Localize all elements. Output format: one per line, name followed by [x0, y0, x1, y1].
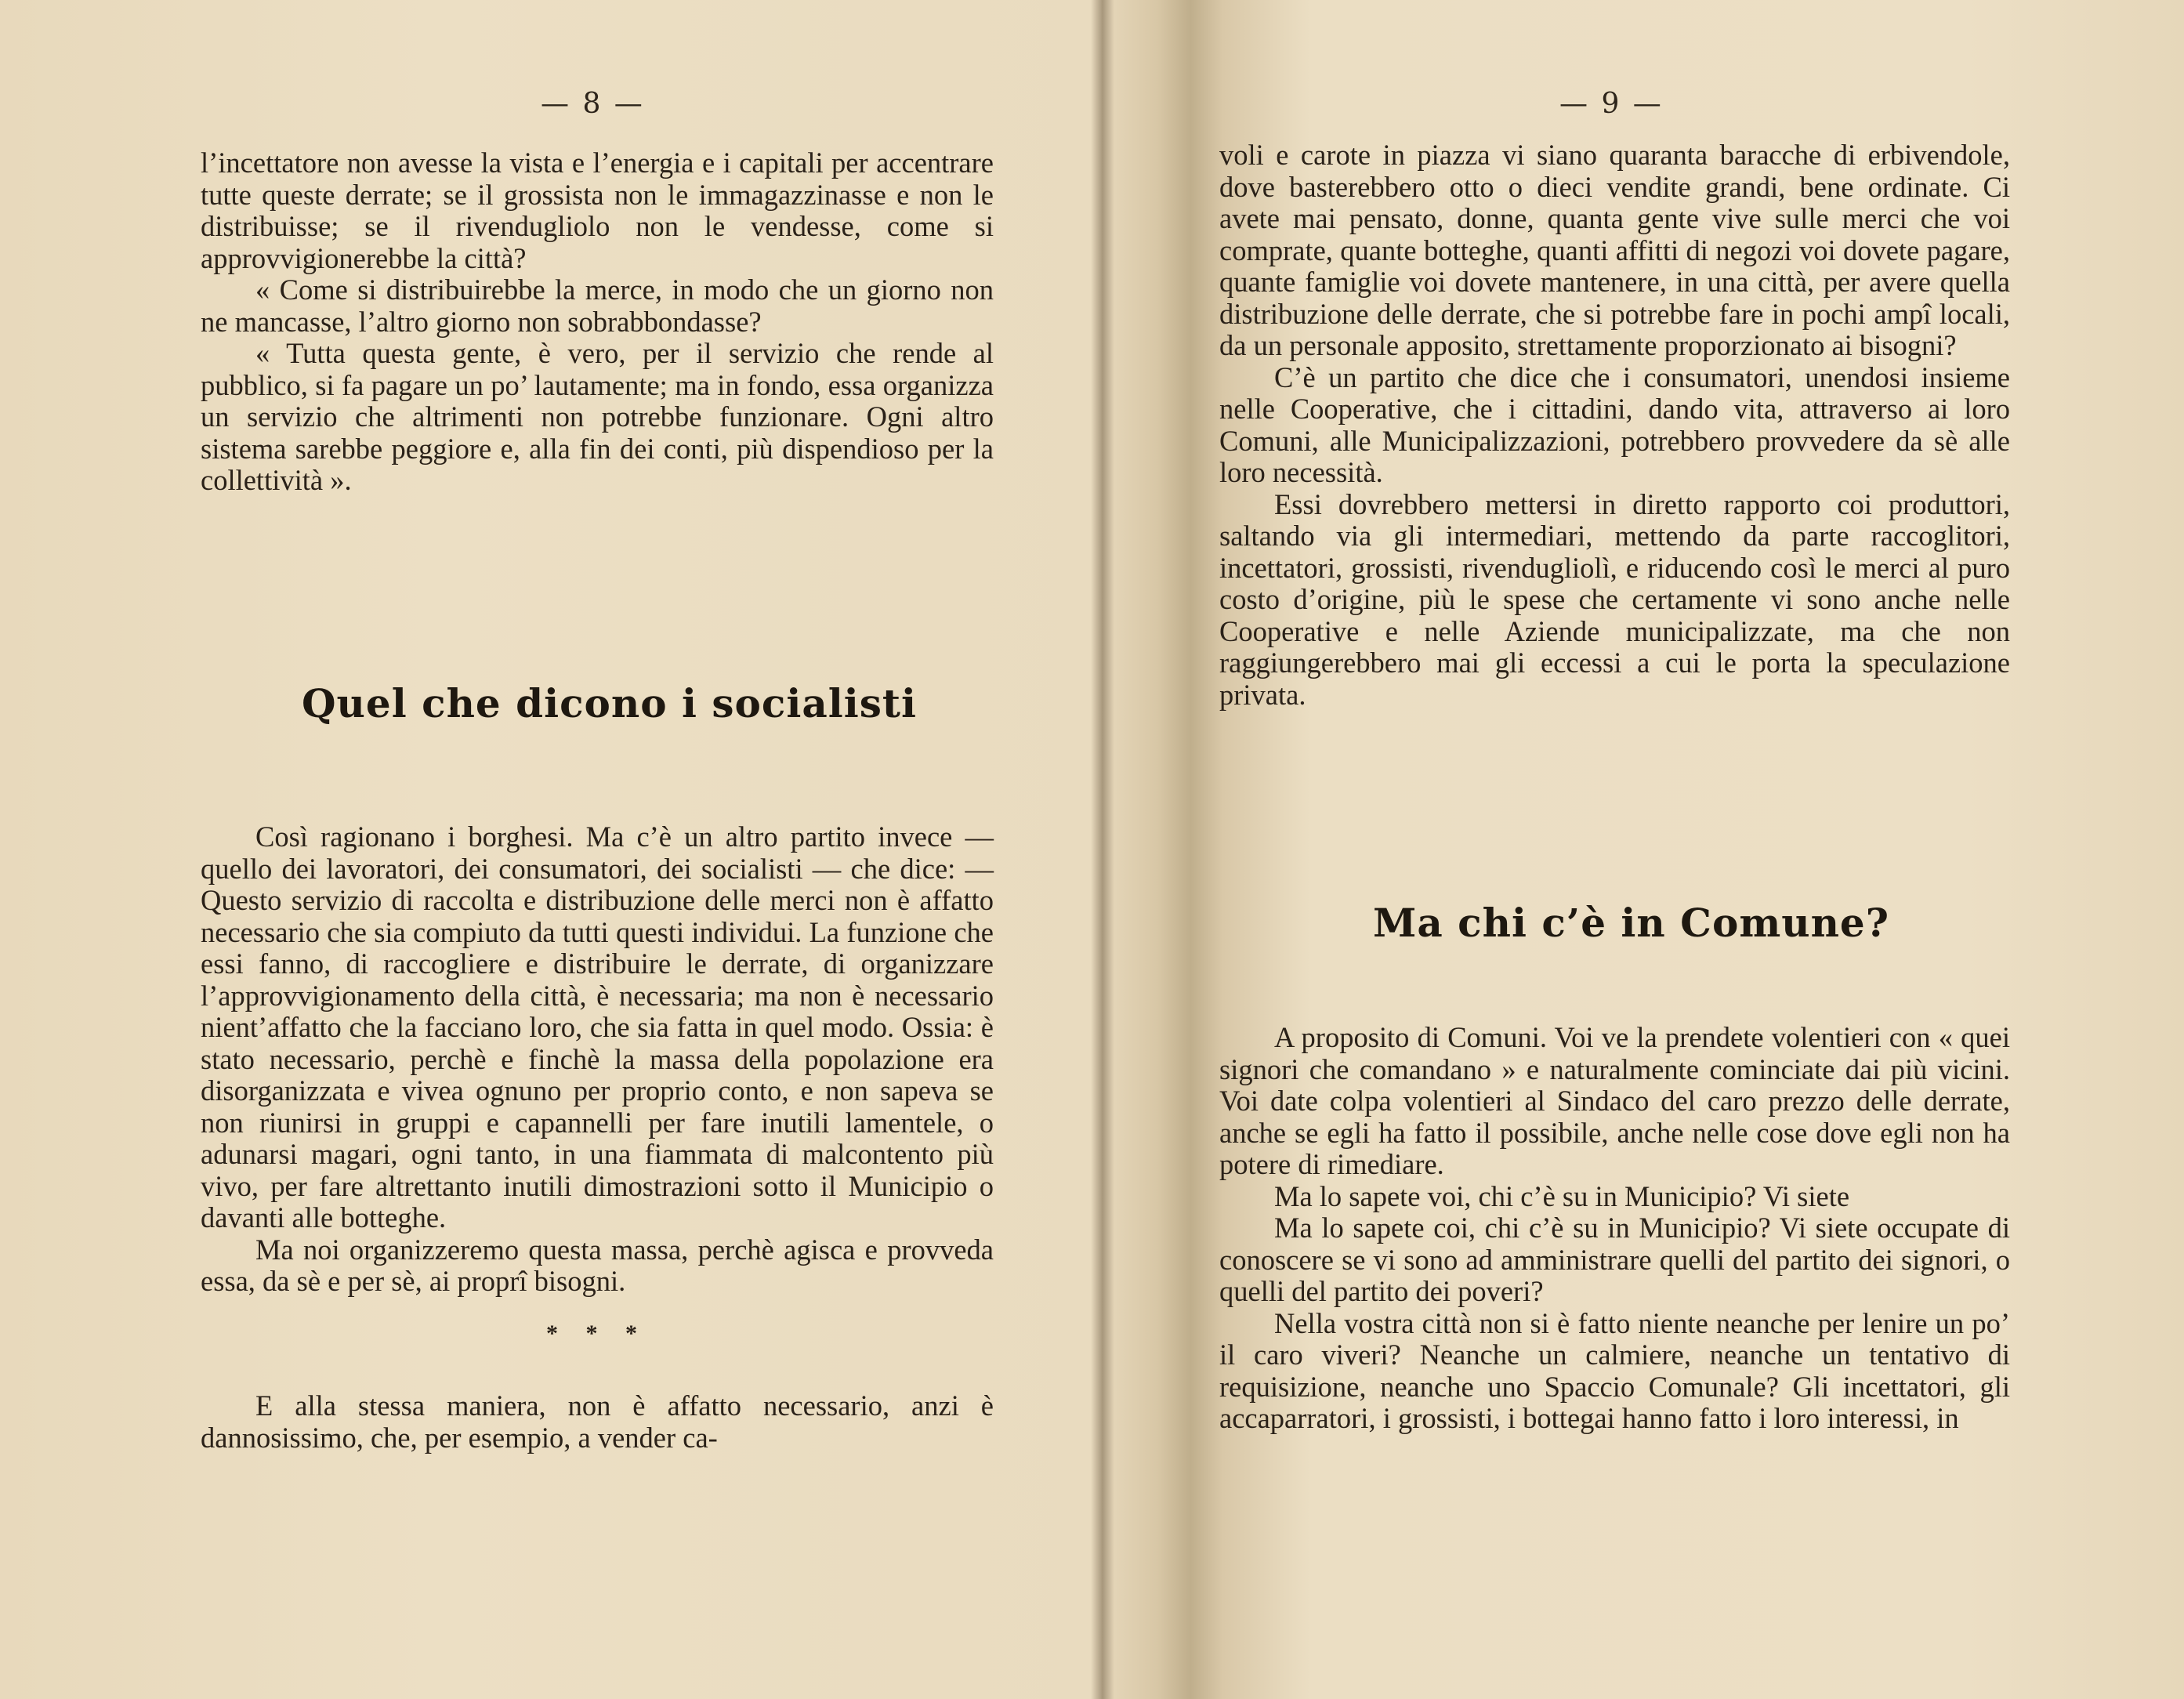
paragraph: Essi dovrebbero mettersi in diretto rapporto coi produttori, saltando via gli intermediari, mettendo da parte raccoglitori, incettatori, grossisti, rivendugliolì, e riducendo così le merci al puro costo d’origine, più le spese che certamente vi sono anche nelle Cooperative e nelle Aziende municipalizzate, ma che non raggiungerebbero mai gli eccessi a cui le porta la speculazione privata. [1219, 487, 2010, 711]
paragraph: voli e carote in piazza vi siano quaranta baracche di erbivendole, dove basterebbero otto o dieci vendite grandi, bene ordinate. Ci avete mai pensato, donne, quanta gente vive sulle merci che voi comprate, quante botteghe, quanti affitti di negozi voi dovete pagare, quante famiglie voi dovete mantenere, in una città, per avere quella distribuzione delle derrate, che si potrebbe fare in pochi ampî locali, da un personale apposito, strettamente proporzionato ai bisogni? [1219, 139, 2010, 361]
paragraph: « Tutta questa gente, è vero, per il servizio che rende al pubblico, si fa pagare un po’ lautamente; ma in fondo, essa organizza un servizio che altrimenti non potrebbe funzionare. Ogni altro sistema sarebbe peggiore e, alla fin dei conti, più dispendioso per la collettività ». [201, 337, 994, 496]
section-heading: Quel che dicono i socialisti [302, 680, 917, 726]
section-separator: * * * [546, 1320, 648, 1346]
paragraph: Ma lo sapete coi, chi c’è su in Municipio? Vi siete occupate di conoscere se vi sono ad amministrare quelli del partito dei signori, o quelli del partito dei poveri? [1219, 1212, 2010, 1307]
paragraph: Nella vostra città non si è fatto niente neanche per lenire un po’ il caro viveri? Neanche un calmiere, neanche un tentativo di requisizione, neanche uno Spaccio Comunale? Gli incettatori, gli accaparratori, i grossisti, i bottegai hanno fatto i loro interessi, in [1219, 1306, 2010, 1434]
text-block [201, 147, 994, 497]
section-heading: Ma chi c’è in Comune? [1373, 900, 1890, 946]
paragraph: E alla stessa maniera, non è affatto necessario, anzi è dannosissimo, che, per esempio, a vender ca- [201, 1389, 994, 1454]
paragraph: Ma noi organizzeremo questa massa, perchè agisca e provveda essa, da sè e per sè, ai proprî bisogni. [201, 1233, 994, 1297]
paragraph: C’è un partito che dice che i consumatori, unendosi insieme nelle Cooperative, che i cittadini, dando vita, attraverso ai loro Comuni, alle Municipalizzazioni, potrebbero provvedere da sè alle loro necessità. [1219, 360, 2010, 488]
text-block [1219, 139, 2010, 711]
paragraph: l’incettatore non avesse la vista e l’energia e i capitali per accentrare tutte queste derrate; se il grossista non le immagazzinasse e non le distribuisse; se il rivendugliolo non le vendesse, come si approvvigionerebbe la città? [201, 147, 994, 274]
page-number: — 9 — [1559, 88, 1664, 120]
paragraph: Così ragionano i borghesi. Ma c’è un altro partito invece — quello dei lavoratori, dei consumatori, dei socialisti — che dice: — Questo servizio di raccolta e distribuzione delle merci non è affatto necessario che sia compiuto da tutti questi individui. La funzione che essi fanno, di raccogliere e distribuire le derrate, di organizzare l’approvvigionamento della città, è necessaria; ma non è necessario nient’affatto che la facciano loro, che sia fatta in quel modo. Ossia: è stato necessario, perchè e finchè la massa della popolazione era disorganizzata e vivea ognuno per proprio conto, e non sapeva se non riunirsi in gruppi e capannelli per fare inutili lamentele, o adunarsi magari, ogni tanto, in una fiammata di malcontento più vivo, per fare altrettanto inutili dimostrazioni sotto il Municipio o davanti alle botteghe. [201, 821, 994, 1233]
right-page [1109, 0, 2184, 1699]
page-number: — 8 — [541, 88, 645, 120]
text-block [1219, 1022, 2010, 1435]
paragraph: « Come si distribuirebbe la merce, in modo che un giorno non ne mancasse, l’altro giorno non sobrabbondasse? [201, 274, 994, 338]
text-block [201, 821, 994, 1454]
paragraph: Ma lo sapete voi, chi c’è su in Municipio? Vi siete [1274, 1179, 1850, 1212]
paragraph: A proposito di Comuni. Voi ve la prendete volentieri con « quei signori che comandano » e naturalmente cominciate dai più vicini. Voi date colpa volentieri al Sindaco del caro prezzo delle derrate, anche se egli ha fatto il possibile, anche nelle cose dove egli non ha potere di rimediare. [1219, 1021, 2010, 1180]
